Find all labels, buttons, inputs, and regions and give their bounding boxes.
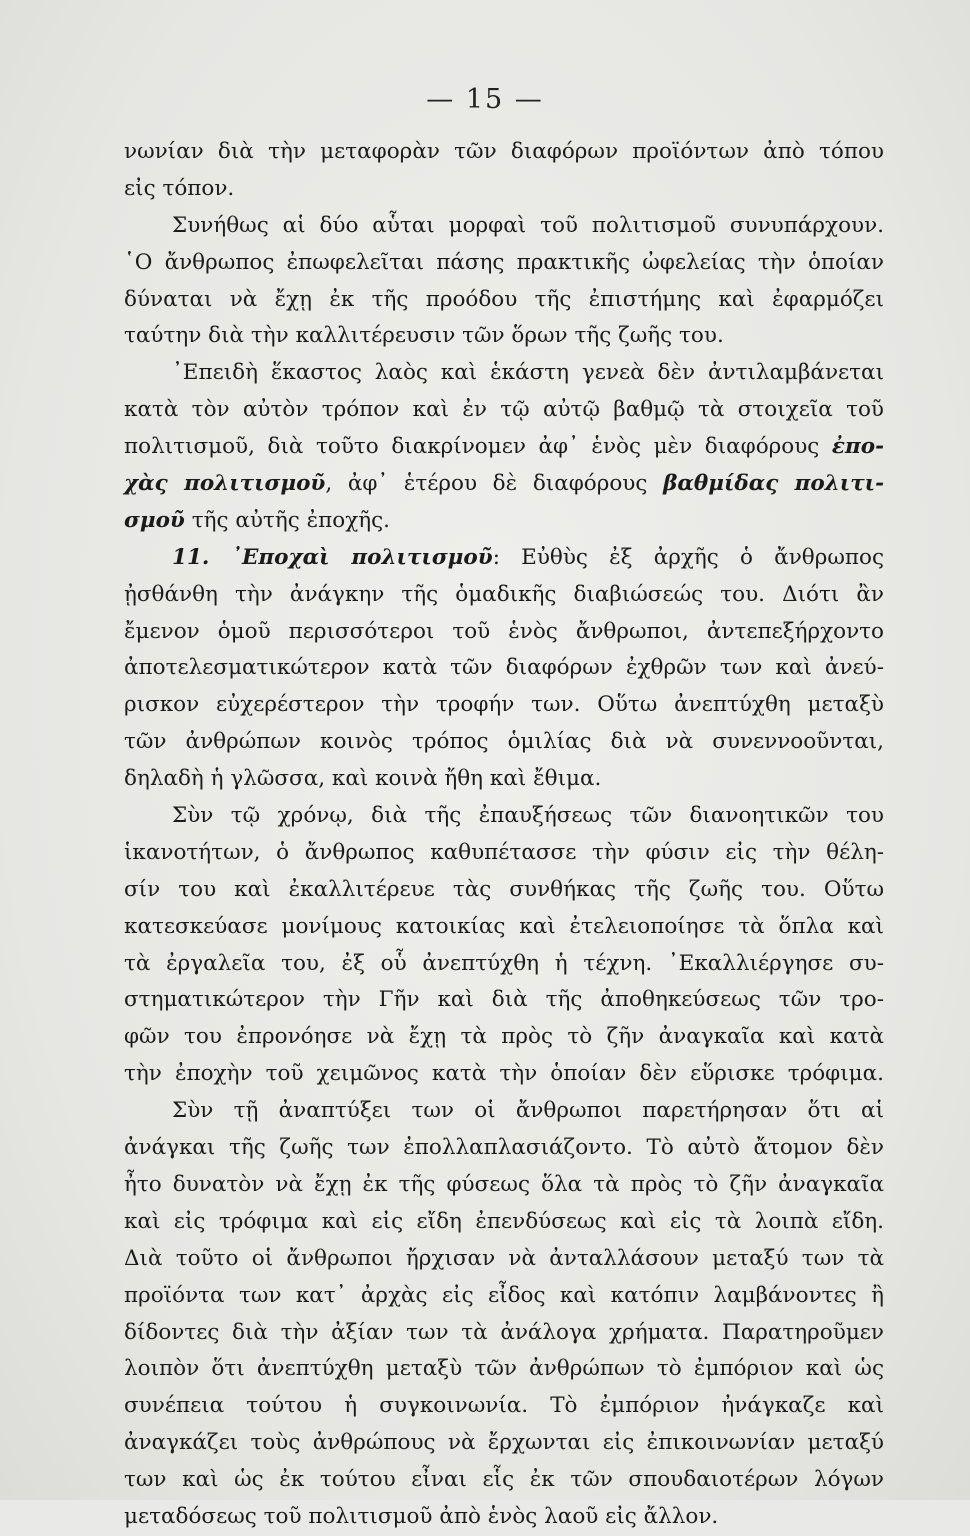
text-line: Σὺν τῷ χρόνῳ, διὰ τῆς ἐπαυξήσεως τῶν διανοητικῶν του	[172, 803, 884, 829]
text-line: προϊόντα των κατ᾿ ἀρχὰς εἰς εἶδος καὶ κατόπιν λαμβάνοντες ἢ	[124, 1282, 884, 1308]
text-line: κατεσκεύασε μονίμους κατοικίας καὶ ἐτελειοποίησε τὰ ὅπλα καὶ	[124, 913, 884, 939]
text-line: ἔμενον ὁμοῦ περισσότεροι τοῦ ἑνὸς ἄνθρωποι, ἀντεπεξήρχοντο	[124, 618, 884, 644]
text-line: Συνήθως αἱ δύο αὗται μορφαὶ τοῦ πολιτισμοῦ συνυπάρχουν.	[172, 212, 884, 238]
text-line: χὰς πολιτισμοῦ, ἀφ᾿ ἑτέρου δὲ διαφόρους βαθμίδας πολιτι-	[124, 471, 884, 497]
text-line: δίδοντες διὰ τὴν ἀξίαν των τὰ ἀνάλογα χρήματα. Παρατηροῦμεν	[124, 1319, 884, 1345]
text-line: ἦτο δυνατὸν νὰ ἔχῃ ἐκ τῆς φύσεως ὅλα τὰ πρὸς τὸ ζῆν ἀναγκαῖα	[124, 1171, 884, 1197]
text-line: Σὺν τῇ ἀναπτύξει των οἱ ἄνθρωποι παρετήρησαν ὅτι αἱ	[172, 1098, 884, 1124]
text-line: τῶν ἀνθρώπων κοινὸς τρόπος ὁμιλίας διὰ νὰ συνεννοοῦνται,	[124, 729, 884, 755]
text-line: ἀποτελεσματικώτερον κατὰ τῶν διαφόρων ἐχθρῶν των καὶ ἀνεύ-	[124, 655, 884, 681]
body-text	[124, 134, 884, 1536]
text-line: μεταδόσεως τοῦ πολιτισμοῦ ἀπὸ ἑνὸς λαοῦ εἰς ἄλλον.	[124, 1503, 719, 1529]
text-line: σμοῦ τῆς αὐτῆς ἐποχῆς.	[124, 507, 390, 533]
text-line: ῾Ο ἄνθρωπος ἐπωφελεῖται πάσης πρακτικῆς ὠφελείας τὴν ὁποίαν	[124, 249, 884, 275]
text-line: ᾐσθάνθη τὴν ἀνάγκην τῆς ὁμαδικῆς διαβιώσεώς του. Διότι ἂν	[124, 581, 884, 607]
text-line: τὰ ἐργαλεῖα του, ἐξ οὗ ἀνεπτύχθη ἡ τέχνη. ᾿Εκαλλιέργησε συ-	[124, 950, 884, 976]
emphasized-term: ἐπο-	[831, 434, 884, 460]
text-line: ἀνάγκαι τῆς ζωῆς των ἐπολλαπλασιάζοντο. Τὸ αὐτὸ ἄτομον δὲν	[124, 1135, 884, 1161]
emphasized-term: σμοῦ	[124, 507, 185, 533]
text-line: ἀναγκάζει τοὺς ἀνθρώπους νὰ ἔρχωνται εἰς ἐπικοινωνίαν μεταξύ	[124, 1430, 884, 1456]
text-line: στηματικώτερον τὴν Γῆν καὶ διὰ τῆς ἀποθηκεύσεως τῶν τρο-	[124, 987, 884, 1013]
text-line: δηλαδὴ ἡ γλῶσσα, καὶ κοινὰ ἤθη καὶ ἔθιμα.	[124, 766, 602, 792]
text-line: δύναται νὰ ἔχῃ ἐκ τῆς προόδου τῆς ἐπιστήμης καὶ ἐφαρμόζει	[124, 286, 884, 312]
text-line: σίν του καὶ ἐκαλλιτέρευε τὰς συνθήκας τῆς ζωῆς του. Οὕτω	[124, 876, 884, 902]
text-line: εἰς τόπον.	[124, 175, 235, 201]
text-line: ᾿Επειδὴ ἕκαστος λαὸς καὶ ἑκάστη γενεὰ δὲν ἀντιλαμβάνεται	[172, 360, 884, 386]
text-line: κατὰ τὸν αὐτὸν τρόπον καὶ ἐν τῷ αὐτῷ βαθμῷ τὰ στοιχεῖα τοῦ	[124, 397, 884, 423]
text-line: των καὶ ὡς ἐκ τούτου εἶναι εἷς ἐκ τῶν σπουδαιοτέρων λόγων	[124, 1467, 884, 1493]
text-line: ρισκον εὐχερέστερον τὴν τροφήν των. Οὕτω ἀνεπτύχθη μεταξὺ	[124, 692, 884, 718]
text-line: τὴν ἐποχὴν τοῦ χειμῶνος κατὰ τὴν ὁποίαν δὲν εὕρισκε τρόφιμα.	[124, 1061, 884, 1087]
text-line: φῶν του ἐπρονόησε νὰ ἔχῃ τὰ πρὸς τὸ ζῆν ἀναγκαῖα καὶ κατὰ	[124, 1024, 884, 1050]
text-line: καὶ εἰς τρόφιμα καὶ εἰς εἴδη ἐπενδύσεως καὶ εἰς τὰ λοιπὰ εἴδη.	[124, 1208, 884, 1234]
text-line: λοιπὸν ὅτι ἀνεπτύχθη μεταξὺ τῶν ἀνθρώπων τὸ ἐμπόριον καὶ ὡς	[124, 1356, 884, 1382]
page-number: — 15 —	[426, 84, 544, 115]
emphasized-term: βαθμίδας πολιτι-	[663, 471, 884, 497]
emphasized-term: χὰς πολιτισμοῦ	[124, 471, 326, 497]
text-line: νωνίαν διὰ τὴν μεταφορὰν τῶν διαφόρων προϊόντων ἀπὸ τόπου	[124, 139, 884, 164]
text-line: 11. ᾿Εποχαὶ πολιτισμοῦ: Εὐθὺς ἐξ ἀρχῆς ὁ ἄνθρωπος	[172, 544, 884, 570]
emphasized-term: 11. ᾿Εποχαὶ πολιτισμοῦ	[172, 544, 493, 570]
text-line: συνέπεια τούτου ἡ συγκοινωνία. Τὸ ἐμπόριον ἠνάγκαζε καὶ	[124, 1393, 884, 1419]
text-line: πολιτισμοῦ, διὰ τοῦτο διακρίνομεν ἀφ᾿ ἑνὸς μὲν διαφόρους ἐπο-	[124, 434, 884, 460]
text-line: Διὰ τοῦτο οἱ ἄνθρωποι ἤρχισαν νὰ ἀνταλλάσουν μεταξύ των τὰ	[124, 1245, 884, 1271]
text-line: ταύτην διὰ τὴν καλλιτέρευσιν τῶν ὅρων τῆς ζωῆς του.	[124, 323, 724, 349]
text-line: ἱκανοτήτων, ὁ ἄνθρωπος καθυπέτασσε τὴν φύσιν εἰς τὴν θέλη-	[124, 839, 884, 865]
